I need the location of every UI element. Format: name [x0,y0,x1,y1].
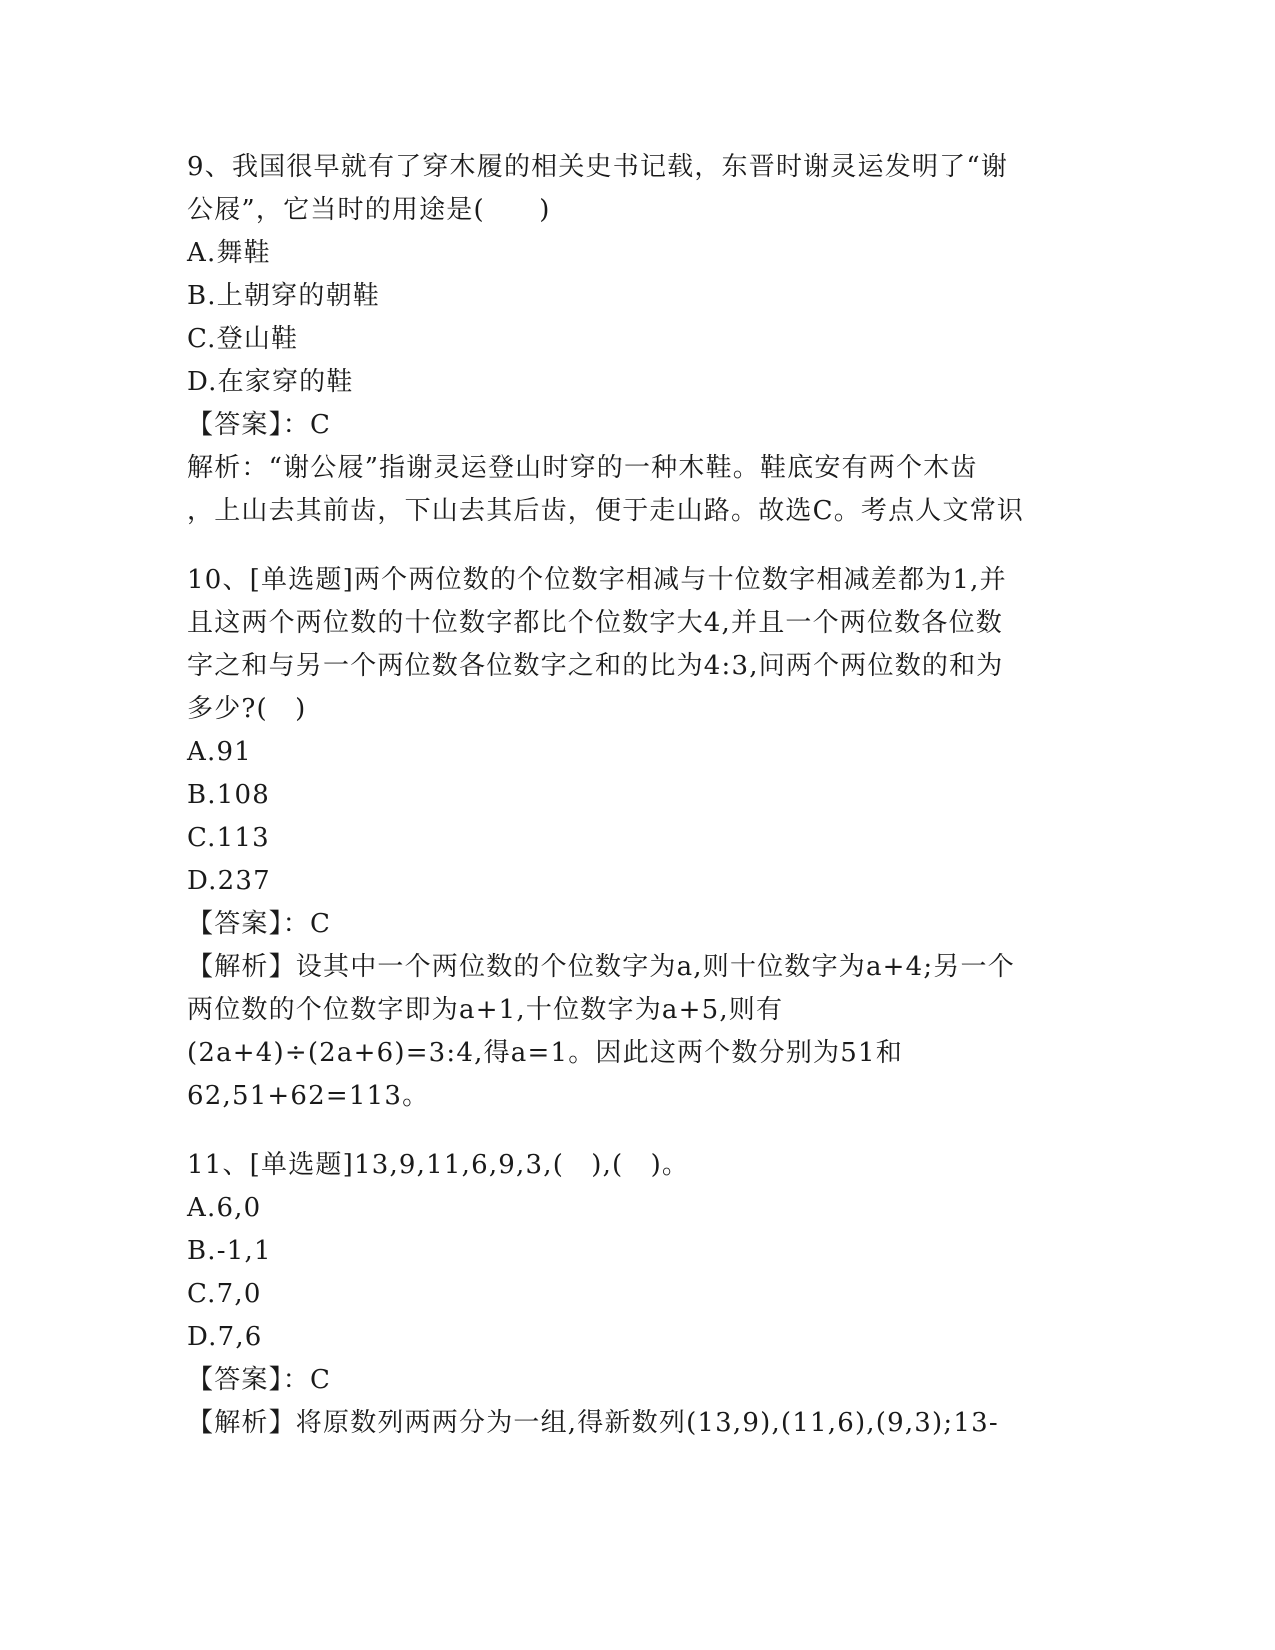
question-stem-line: 多少?( ) [187,694,307,724]
analysis-line: 解析：“谢公屐”指谢灵运登山时穿的一种木鞋。鞋底安有两个木齿 [187,453,978,483]
option-b: B.上朝穿的朝鞋 [187,281,380,311]
option-b: B.-1,1 [187,1236,272,1266]
option-c: C.113 [187,823,270,853]
option-a: A.6,0 [187,1193,262,1223]
spacer [187,533,1087,559]
question-9 [187,146,1087,533]
question-stem-line: 11、[单选题]13,9,11,6,9,3,( ),( )。 [187,1150,690,1180]
question-11 [187,1144,1087,1445]
analysis-line: 【解析】将原数列两两分为一组,得新数列(13,9),(11,6),(9,3);13- [187,1408,999,1438]
analysis-line: 两位数的个位数字即为a+1,十位数字为a+5,则有 [187,995,784,1025]
option-d: D.7,6 [187,1322,263,1352]
option-c: C.登山鞋 [187,324,299,354]
question-stem-line: 且这两个两位数的十位数字都比个位数字大4,并且一个两位数各位数 [187,608,1004,638]
option-a: A.91 [187,737,252,767]
analysis-line: (2a+4)÷(2a+6)=3:4,得a=1。因此这两个数分别为51和 [187,1038,903,1068]
option-a: A.舞鞋 [187,238,271,268]
option-d: D.237 [187,866,271,896]
question-10 [187,559,1087,1118]
analysis-line: 【解析】设其中一个两位数的个位数字为a,则十位数字为a+4;另一个 [187,952,1015,982]
answer-line: 【答案】：C [187,410,332,440]
option-b: B.108 [187,780,270,810]
question-stem-line: 10、[单选题]两个两位数的个位数字相减与十位数字相减差都为1,并 [187,565,1007,595]
question-stem-line: 9、我国很早就有了穿木履的相关史书记载，东晋时谢灵运发明了“谢 [187,152,1009,182]
question-stem-line: 公屐”，它当时的用途是( ) [187,195,551,225]
analysis-line: 62,51+62=113。 [187,1081,430,1111]
document-content [187,146,1087,1445]
option-c: C.7,0 [187,1279,262,1309]
spacer [187,1118,1087,1144]
option-d: D.在家穿的鞋 [187,367,354,397]
analysis-line: ，上山去其前齿，下山去其后齿，便于走山路。故选C。考点人文常识 [187,496,1025,526]
question-stem-line: 字之和与另一个两位数各位数字之和的比为4:3,问两个两位数的和为 [187,651,1004,681]
answer-line: 【答案】：C [187,909,332,939]
answer-line: 【答案】：C [187,1365,332,1395]
